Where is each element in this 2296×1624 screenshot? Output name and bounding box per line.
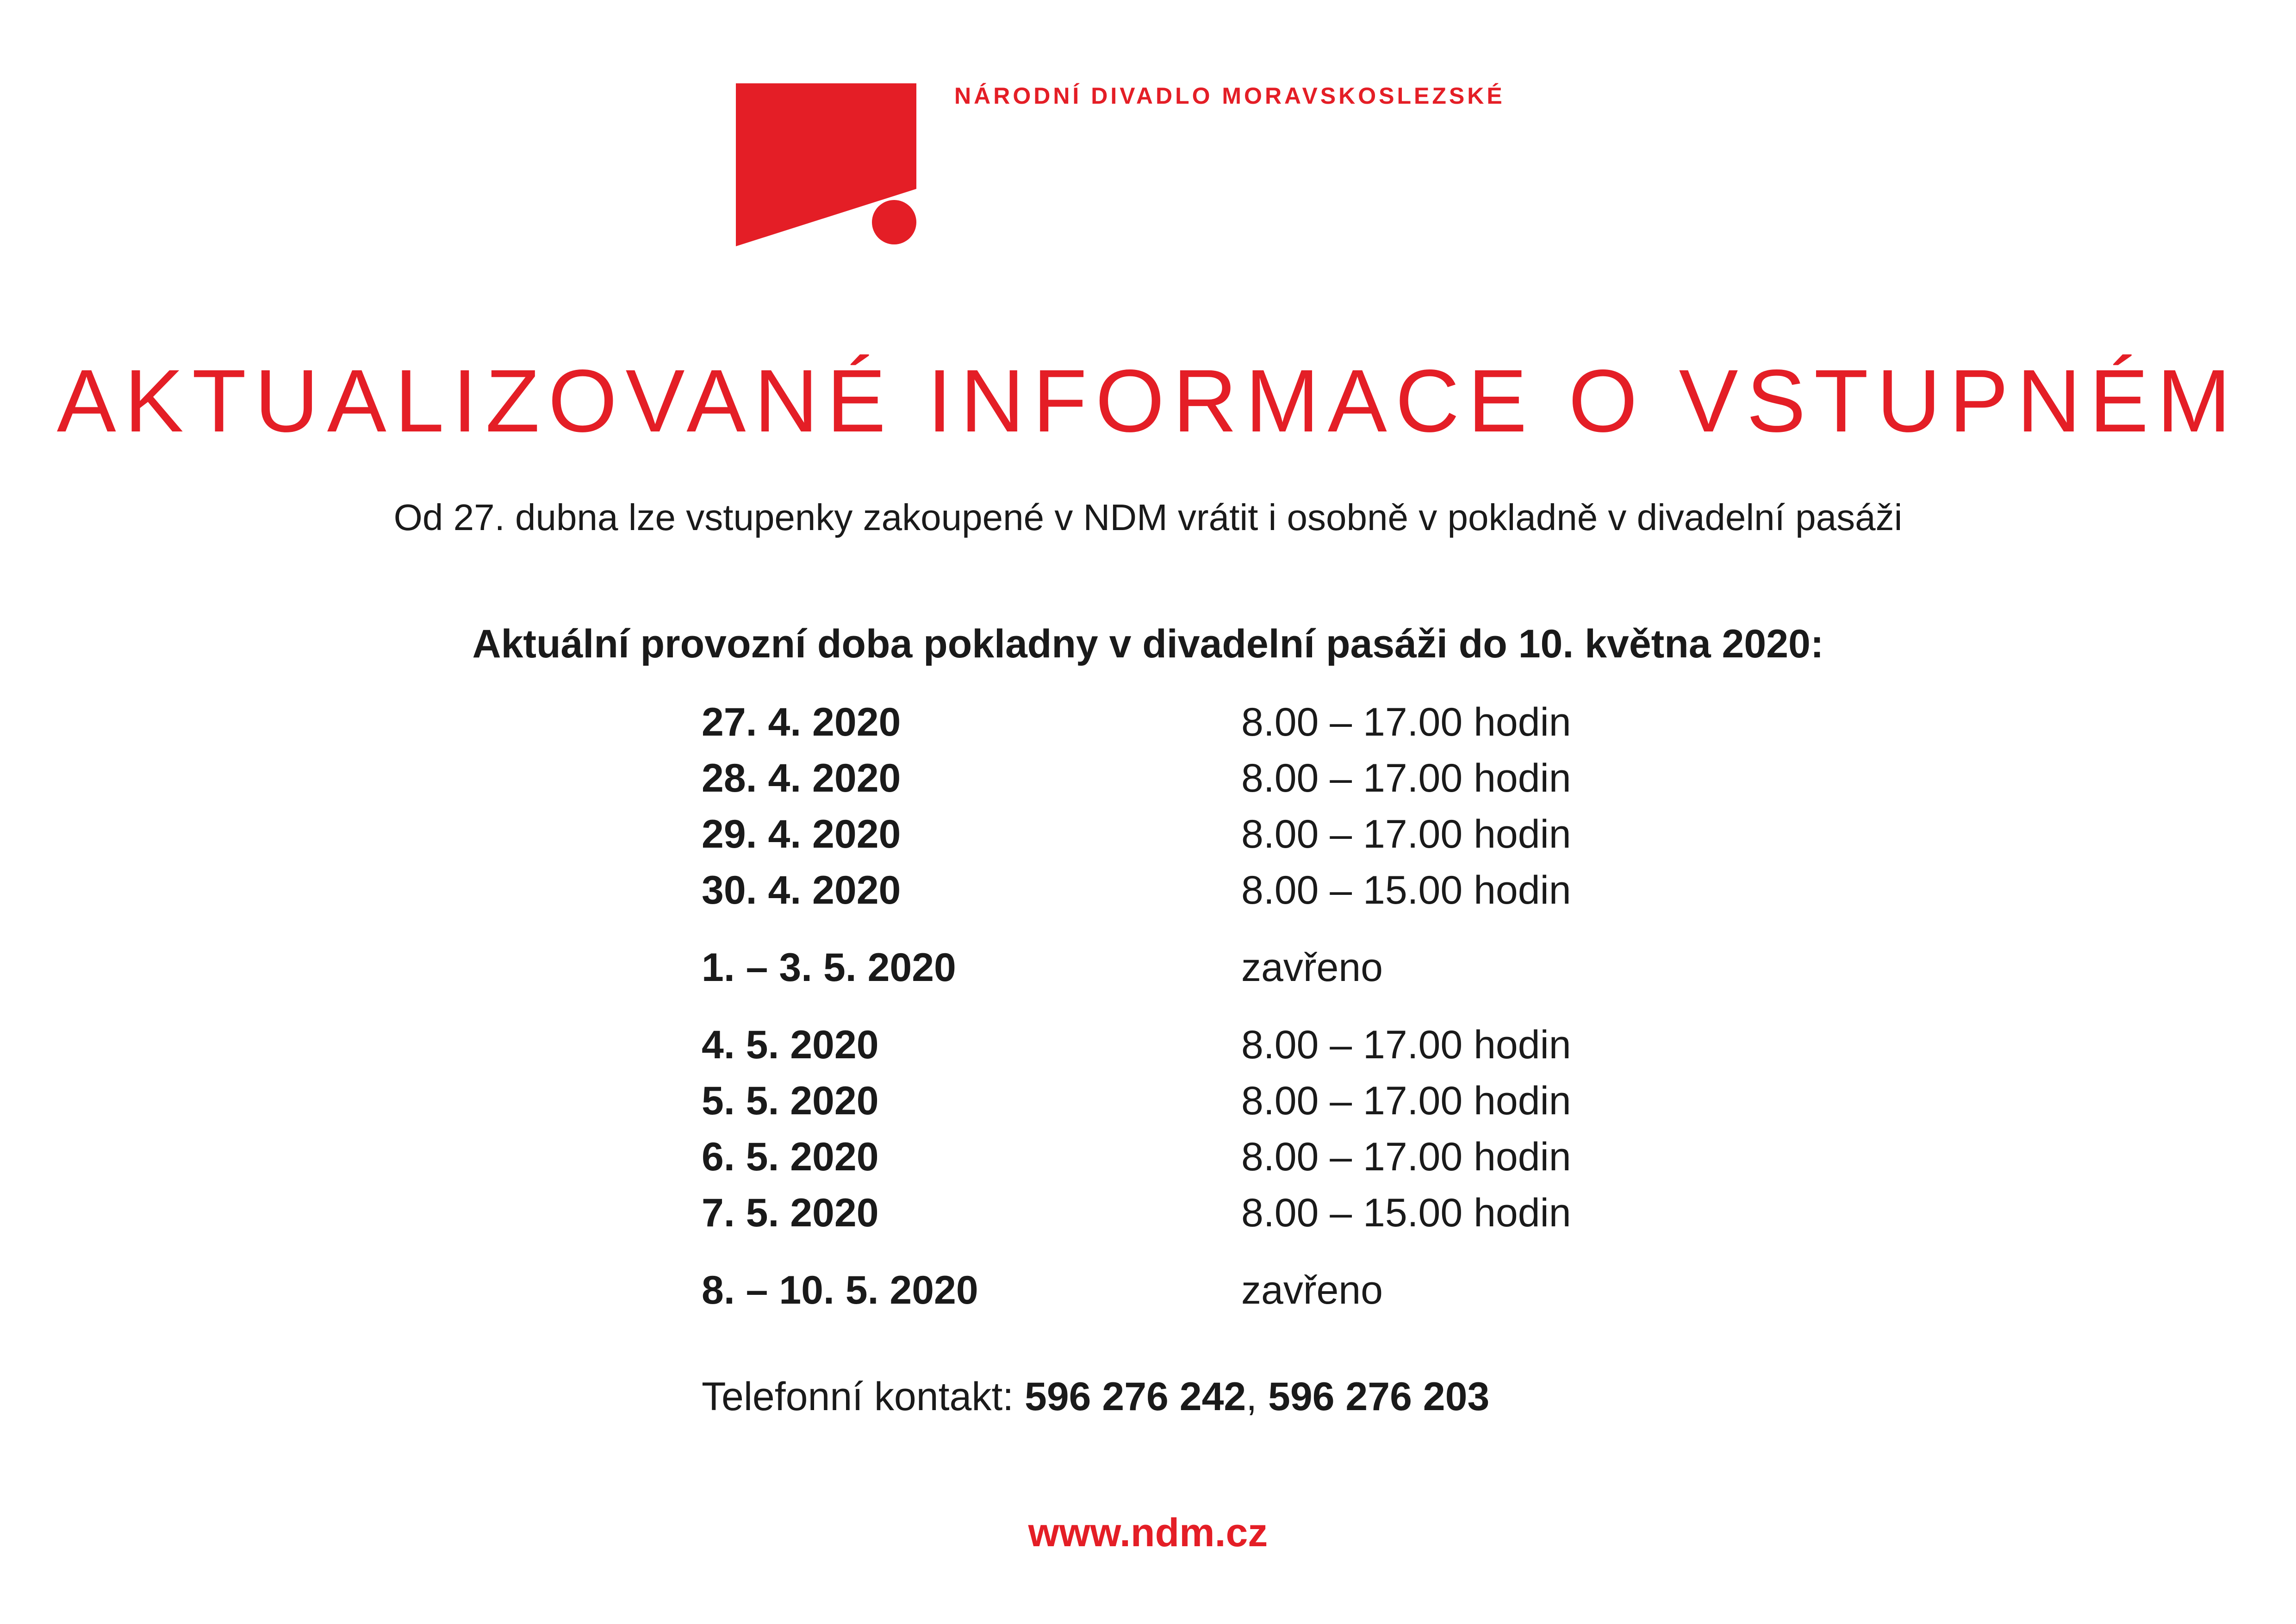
schedule-date: 27. 4. 2020: [702, 700, 901, 744]
schedule-row: [0, 1262, 2296, 1318]
schedule-row: [0, 806, 2296, 862]
schedule-row: [0, 694, 2296, 750]
schedule-group: [0, 1017, 2296, 1241]
phone-number-1[interactable]: 596 276 242: [1025, 1374, 1246, 1419]
schedule-heading: Aktuální provozní doba pokladny v divadelní pasáži do 10. května 2020:: [472, 622, 1824, 666]
schedule-date: 30. 4. 2020: [702, 868, 901, 912]
logo-dot-shape: [872, 200, 916, 244]
schedule-date: 28. 4. 2020: [702, 756, 901, 800]
schedule-row: [0, 940, 2296, 996]
schedule-group: [0, 940, 2296, 996]
contact-line: [702, 1373, 1489, 1421]
schedule-date: 29. 4. 2020: [702, 812, 901, 856]
schedule-hours: 8.00 – 17.00 hodin: [1241, 756, 1571, 800]
schedule-group: [0, 694, 2296, 918]
schedule-hours: zavřeno: [1241, 1268, 1383, 1312]
schedule-date: 7. 5. 2020: [702, 1191, 879, 1235]
contact-separator: ,: [1246, 1374, 1269, 1419]
page-title: AKTUALIZOVANÉ INFORMACE O VSTUPNÉM: [56, 351, 2240, 450]
schedule-date: 1. – 3. 5. 2020: [702, 945, 956, 990]
schedule-date: 5. 5. 2020: [702, 1079, 879, 1123]
schedule-group: [0, 1262, 2296, 1318]
schedule-row: [0, 1185, 2296, 1241]
schedule-hours: 8.00 – 17.00 hodin: [1241, 1079, 1571, 1123]
schedule-row: [0, 750, 2296, 806]
schedule-table: [0, 694, 2296, 1340]
schedule-row: [0, 862, 2296, 918]
schedule-date: 8. – 10. 5. 2020: [702, 1268, 978, 1312]
schedule-hours: zavřeno: [1241, 945, 1383, 990]
page-subtitle: Od 27. dubna lze vstupenky zakoupené v NDM vrátit i osobně v pokladně v divadelní pasáži: [393, 497, 1903, 538]
schedule-hours: 8.00 – 15.00 hodin: [1241, 868, 1571, 912]
schedule-row: [0, 1073, 2296, 1129]
schedule-hours: 8.00 – 17.00 hodin: [1241, 1023, 1571, 1067]
schedule-date: 4. 5. 2020: [702, 1023, 879, 1067]
schedule-date: 6. 5. 2020: [702, 1135, 879, 1179]
contact-label: Telefonní kontakt:: [702, 1374, 1025, 1419]
schedule-hours: 8.00 – 15.00 hodin: [1241, 1191, 1571, 1235]
schedule-row: [0, 1129, 2296, 1185]
organization-name: NÁRODNÍ DIVADLO MORAVSKOSLEZSKÉ: [954, 83, 1505, 109]
schedule-row: [0, 1017, 2296, 1073]
schedule-hours: 8.00 – 17.00 hodin: [1241, 812, 1571, 856]
website-link[interactable]: www.ndm.cz: [1028, 1511, 1268, 1555]
schedule-hours: 8.00 – 17.00 hodin: [1241, 700, 1571, 744]
phone-number-2[interactable]: 596 276 203: [1268, 1374, 1490, 1419]
schedule-hours: 8.00 – 17.00 hodin: [1241, 1135, 1571, 1179]
ndm-logo-icon: [736, 83, 921, 250]
